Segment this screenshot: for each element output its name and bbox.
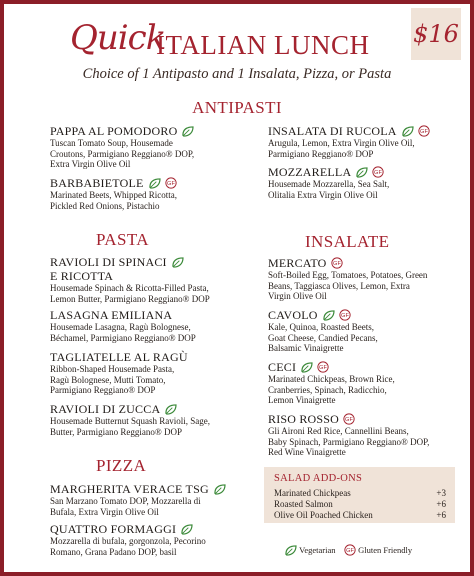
addon-row: [274, 499, 446, 509]
item-desc-line: Croutons, Parmigiano Reggiano® DOP,: [50, 148, 195, 159]
vegetarian-icon: [164, 404, 177, 415]
item-desc-line: Kale, Quinoa, Roasted Beets,: [268, 322, 374, 332]
item-name: QUATTRO FORMAGGI: [50, 522, 177, 536]
item-name: MERCATO: [268, 256, 327, 270]
menu-subtitle: Choice of 1 Antipasto and 1 Insalata, Pizza, or Pasta: [82, 66, 392, 82]
item-desc-line: San Marzano Tomato DOP, Mozzarella di: [50, 496, 201, 506]
addon-row: [274, 510, 446, 520]
salad-addons-box: [264, 467, 455, 523]
gluten-friendly-icon: [331, 257, 343, 269]
menu-item: [50, 124, 194, 170]
item-name: MARGHERITA VERACE TSG: [50, 482, 209, 496]
item-name: RAVIOLI DI SPINACI: [50, 255, 167, 269]
item-name: MOZZARELLA: [268, 165, 352, 179]
item-desc-line: Romano, Grana Padano DOP, basil: [50, 546, 177, 557]
item-desc-line: Arugula, Lemon, Extra Virgin Olive Oil,: [268, 138, 415, 148]
item-desc-line: Marinated Chickpeas, Brown Rice,: [268, 374, 395, 384]
item-desc-line: Parmigiano Reggiano® DOP: [50, 385, 156, 395]
item-desc-line: Housemade Butternut Squash Ravioli, Sage,: [50, 416, 210, 426]
gluten-friendly-icon: [339, 309, 351, 321]
gluten-friendly-icon: [418, 125, 430, 137]
menu-item: [50, 176, 177, 211]
menu-item: [50, 308, 196, 343]
menu-item: [268, 360, 395, 406]
menu-item: [268, 256, 427, 302]
addon-price: +6: [436, 499, 446, 509]
item-name-line2: E RICOTTA: [50, 269, 114, 283]
menu-item: [268, 124, 430, 159]
vegetarian-icon: [148, 178, 161, 189]
menu-item: [268, 308, 378, 354]
vegetarian-icon: [355, 167, 368, 178]
item-name: PAPPA AL POMODORO: [50, 124, 178, 138]
title-script: Quick: [70, 18, 166, 58]
item-name: INSALATA DI RUCOLA: [268, 124, 397, 138]
item-desc-line: Mozzarella di bufala, gorgonzola, Pecorino: [50, 536, 206, 546]
item-desc-line: Virgin Olive Oil: [268, 291, 327, 301]
item-desc-line: Pickled Red Onions, Pistachio: [50, 200, 160, 211]
gluten-friendly-icon: [372, 166, 384, 178]
icon-legend: [284, 544, 412, 556]
item-desc-line: Red Wine Vinaigrette: [268, 447, 346, 457]
item-desc-line: Bufala, Extra Virgin Olive Oil: [50, 506, 159, 517]
addon-label: Roasted Salmon: [274, 499, 333, 509]
item-desc-line: Butter, Parmigiano Reggiano® DOP: [50, 426, 182, 437]
item-name: CAVOLO: [268, 308, 318, 322]
vegetarian-icon: [300, 362, 313, 373]
addons-title: SALAD ADD-ONS: [274, 473, 363, 484]
menu-item: [268, 165, 389, 200]
section-heading-pizza: PIZZA: [96, 456, 147, 475]
menu-item: [50, 522, 206, 557]
section-heading-insalate: INSALATE: [305, 232, 390, 251]
item-name: RISO ROSSO: [268, 412, 340, 426]
item-name: TAGLIATELLE AL RAGÙ: [50, 350, 188, 364]
item-desc-line: Ragù Bolognese, Mutti Tomato,: [50, 374, 166, 385]
item-desc-line: Olitalia Extra Virgin Olive Oil: [268, 189, 378, 200]
item-desc-line: Baby Spinach, Parmigiano Reggiano® DOP,: [268, 436, 430, 447]
menu-item: [268, 412, 429, 458]
addon-price: +6: [436, 510, 446, 520]
item-desc-line: Housemade Mozzarella, Sea Salt,: [268, 179, 390, 189]
addon-label: Marinated Chickpeas: [274, 488, 351, 498]
item-desc-line: Béchamel, Parmigiano Reggiano® DOP: [50, 332, 196, 343]
section-heading-antipasti: ANTIPASTI: [192, 98, 282, 117]
item-desc-line: Lemon Butter, Parmigiano Reggiano® DOP: [50, 293, 210, 304]
item-desc-line: Cranberries, Spinach, Radicchio,: [268, 384, 387, 395]
addon-row: [274, 488, 446, 498]
item-desc-line: Tuscan Tomato Soup, Housemade: [50, 138, 173, 148]
item-desc-line: Balsamic Vinaigrette: [268, 343, 344, 353]
item-name: CECI: [268, 360, 297, 374]
legend-gluten-friendly: Gluten Friendly: [358, 545, 413, 556]
item-name: RAVIOLI DI ZUCCA: [50, 402, 161, 416]
vegetarian-icon: [284, 545, 297, 556]
item-name: BARBABIETOLE: [50, 176, 144, 190]
gluten-friendly-icon: [165, 177, 177, 189]
vegetarian-icon: [401, 126, 414, 137]
item-desc-line: Soft-Boiled Egg, Tomatoes, Potatoes, Green: [268, 270, 428, 280]
menu-item: [50, 350, 188, 396]
vegetarian-icon: [180, 524, 193, 535]
item-desc-line: Marinated Beets, Whipped Ricotta,: [50, 190, 178, 200]
price-badge: $16: [411, 8, 461, 60]
title-caps: ITALIAN LUNCH: [156, 30, 370, 60]
item-desc-line: Housemade Spinach & Ricotta-Filled Pasta,: [50, 283, 209, 293]
menu-item: [50, 402, 210, 437]
addon-label: Olive Oil Poached Chicken: [274, 510, 373, 520]
legend-vegetarian: Vegetarian: [299, 545, 336, 556]
vegetarian-icon: [171, 257, 184, 268]
item-desc-line: Gli Aironi Red Rice, Cannellini Beans,: [268, 426, 409, 436]
gluten-friendly-icon: [344, 544, 356, 556]
item-desc-line: Beans, Taggiasca Olives, Lemon, Extra: [268, 280, 410, 291]
item-desc-line: Housemade Lasagna, Ragù Bolognese,: [50, 322, 191, 332]
menu-item: [50, 482, 226, 517]
item-desc-line: Extra Virgin Olive Oil: [50, 159, 131, 169]
section-heading-pasta: PASTA: [96, 230, 149, 249]
vegetarian-icon: [213, 484, 226, 495]
menu-item: [50, 255, 210, 304]
vegetarian-icon: [322, 310, 335, 321]
item-name: LASAGNA EMILIANA: [50, 308, 173, 322]
item-desc-line: Ribbon-Shaped Housemade Pasta,: [50, 364, 175, 374]
gluten-friendly-icon: [317, 361, 329, 373]
item-desc-line: Lemon Vinaigrette: [268, 395, 336, 405]
item-desc-line: Parmigiano Reggiano® DOP: [268, 148, 374, 159]
vegetarian-icon: [181, 126, 194, 137]
item-desc-line: Goat Cheese, Candied Pecans,: [268, 332, 378, 343]
addon-price: +3: [436, 488, 446, 498]
gluten-friendly-icon: [343, 413, 355, 425]
